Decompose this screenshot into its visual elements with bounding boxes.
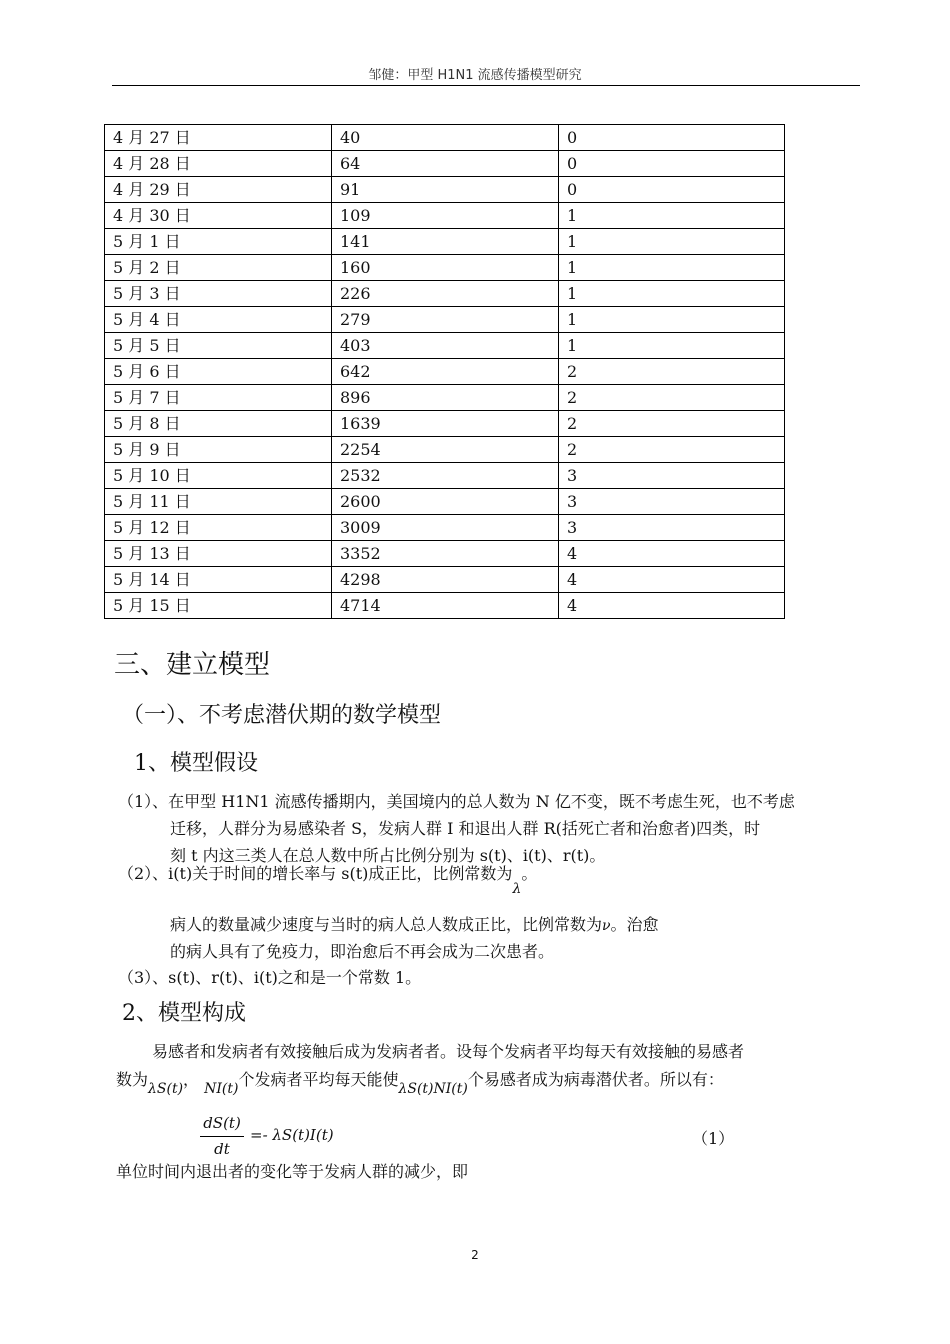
assumption-3: （3）、s(t)、r(t)、i(t)之和是一个常数 1。 <box>118 968 422 987</box>
table-row <box>105 463 785 489</box>
assumption-1-line-3: 刻 t 内这三类人在总人数中所占比例分别为 s(t)、i(t)、r(t)。 <box>170 846 606 865</box>
subsection-title: （一）、不考虑潜伏期的数学模型 <box>122 703 442 728</box>
table-row <box>105 333 785 359</box>
table-row <box>105 151 785 177</box>
running-header: 邹健：甲型 H1N1 流感传播模型研究 <box>368 68 582 83</box>
cases-cell: 40 <box>332 125 559 151</box>
equation-denominator: dt <box>214 1140 230 1158</box>
equation-number: （1） <box>692 1129 735 1148</box>
cases-cell: 91 <box>332 177 559 203</box>
date-cell: 5 月 1 日 <box>105 229 332 255</box>
deaths-cell: 0 <box>559 177 785 203</box>
date-cell: 4 月 27 日 <box>105 125 332 151</box>
deaths-cell: 1 <box>559 229 785 255</box>
assumption-2-line-1 <box>118 860 538 897</box>
table-body <box>105 125 785 619</box>
equation-rhs: =- λS(t)I(t) <box>250 1126 334 1144</box>
date-cell: 5 月 4 日 <box>105 307 332 333</box>
table-row <box>105 411 785 437</box>
assumption-2-line-2 <box>170 911 659 940</box>
composition-text-b: 个发病者平均每天能使 <box>238 1070 399 1089</box>
date-cell: 4 月 30 日 <box>105 203 332 229</box>
table-row <box>105 567 785 593</box>
deaths-cell: 0 <box>559 125 785 151</box>
assumptions-heading: 1、模型假设 <box>134 751 258 776</box>
date-cell: 5 月 14 日 <box>105 567 332 593</box>
cases-cell: 3009 <box>332 515 559 541</box>
table-row <box>105 307 785 333</box>
table-row <box>105 593 785 619</box>
date-cell: 5 月 11 日 <box>105 489 332 515</box>
cases-cell: 226 <box>332 281 559 307</box>
composition-heading: 2、模型构成 <box>122 1001 246 1026</box>
assumption-2-line-2-text: 病人的数量减少速度与当时的病人总人数成正比，比例常数为 <box>170 915 603 934</box>
cases-cell: 64 <box>332 151 559 177</box>
date-cell: 5 月 7 日 <box>105 385 332 411</box>
deaths-cell: 1 <box>559 307 785 333</box>
date-cell: 5 月 9 日 <box>105 437 332 463</box>
assumption-2-line-3: 的病人具有了免疫力，即治愈后不再会成为二次患者。 <box>170 942 555 961</box>
date-cell: 5 月 13 日 <box>105 541 332 567</box>
equation-numerator: dS(t) <box>203 1114 241 1132</box>
cases-cell: 2532 <box>332 463 559 489</box>
section-title: 三、建立模型 <box>114 650 271 680</box>
table-row <box>105 541 785 567</box>
cases-cell: 642 <box>332 359 559 385</box>
deaths-cell: 4 <box>559 567 785 593</box>
composition-text-a: 数为 <box>116 1070 149 1089</box>
cases-cell: 1639 <box>332 411 559 437</box>
composition-line-1: 易感者和发病者有效接触后成为发病者者。设每个发病者平均每天有效接触的易感者 <box>152 1042 745 1061</box>
date-cell: 5 月 3 日 <box>105 281 332 307</box>
table-row <box>105 281 785 307</box>
date-cell: 5 月 2 日 <box>105 255 332 281</box>
cases-cell: 109 <box>332 203 559 229</box>
cases-cell: 3352 <box>332 541 559 567</box>
cases-cell: 2600 <box>332 489 559 515</box>
table-row <box>105 255 785 281</box>
deaths-cell: 3 <box>559 489 785 515</box>
cases-cell: 2254 <box>332 437 559 463</box>
date-cell: 5 月 15 日 <box>105 593 332 619</box>
date-cell: 4 月 28 日 <box>105 151 332 177</box>
deaths-cell: 2 <box>559 359 785 385</box>
lambda-s-ni-term: λS(t)NI(t) <box>398 1081 468 1097</box>
cases-cell: 4714 <box>332 593 559 619</box>
deaths-cell: 1 <box>559 281 785 307</box>
assumption-1-line-2: 迁移，人群分为易感染者 S，发病人群 I 和退出人群 R(括死亡者和治愈者)四类，时 <box>170 819 761 838</box>
composition-sep: ， <box>183 1070 200 1089</box>
assumption-2-end: 。 <box>521 864 538 883</box>
date-cell: 5 月 5 日 <box>105 333 332 359</box>
deaths-cell: 1 <box>559 333 785 359</box>
deaths-cell: 1 <box>559 203 785 229</box>
cases-cell: 896 <box>332 385 559 411</box>
deaths-cell: 2 <box>559 411 785 437</box>
header-divider <box>112 85 860 86</box>
date-cell: 5 月 8 日 <box>105 411 332 437</box>
cases-table <box>104 124 785 619</box>
assumption-2-line-2-end: 。治愈 <box>610 915 659 934</box>
table-row <box>105 385 785 411</box>
table-row <box>105 359 785 385</box>
date-cell: 5 月 10 日 <box>105 463 332 489</box>
cases-cell: 141 <box>332 229 559 255</box>
table-row <box>105 229 785 255</box>
lambda-symbol: λ <box>512 881 522 897</box>
table-row <box>105 437 785 463</box>
lambda-s-term: λS(t) <box>148 1081 184 1097</box>
date-cell: 5 月 12 日 <box>105 515 332 541</box>
cases-cell: 279 <box>332 307 559 333</box>
date-cell: 5 月 6 日 <box>105 359 332 385</box>
assumption-1-line-1: （1）、在甲型 H1N1 流感传播期内，美国境内的总人数为 N 亿不变，既不考虑生死，也不考虑 <box>118 792 795 811</box>
fraction-bar <box>200 1136 244 1137</box>
nu-symbol: ν <box>602 918 611 934</box>
deaths-cell: 2 <box>559 385 785 411</box>
cases-cell: 160 <box>332 255 559 281</box>
cases-cell: 4298 <box>332 567 559 593</box>
closing-line: 单位时间内退出者的变化等于发病人群的减少，即 <box>116 1162 469 1181</box>
table-row <box>105 489 785 515</box>
table-row <box>105 177 785 203</box>
date-cell: 4 月 29 日 <box>105 177 332 203</box>
page-number: 2 <box>471 1248 479 1262</box>
deaths-cell: 4 <box>559 593 785 619</box>
assumption-2-text: （2）、i(t)关于时间的增长率与 s(t)成正比，比例常数为 <box>118 864 513 883</box>
table-row <box>105 125 785 151</box>
composition-line-2 <box>116 1066 724 1095</box>
table-row <box>105 203 785 229</box>
deaths-cell: 0 <box>559 151 785 177</box>
deaths-cell: 3 <box>559 463 785 489</box>
deaths-cell: 1 <box>559 255 785 281</box>
deaths-cell: 4 <box>559 541 785 567</box>
ni-term: NI(t) <box>204 1081 239 1097</box>
table-row <box>105 515 785 541</box>
deaths-cell: 2 <box>559 437 785 463</box>
deaths-cell: 3 <box>559 515 785 541</box>
cases-cell: 403 <box>332 333 559 359</box>
composition-text-c: 个易感者成为病毒潜伏者。所以有： <box>467 1070 724 1089</box>
